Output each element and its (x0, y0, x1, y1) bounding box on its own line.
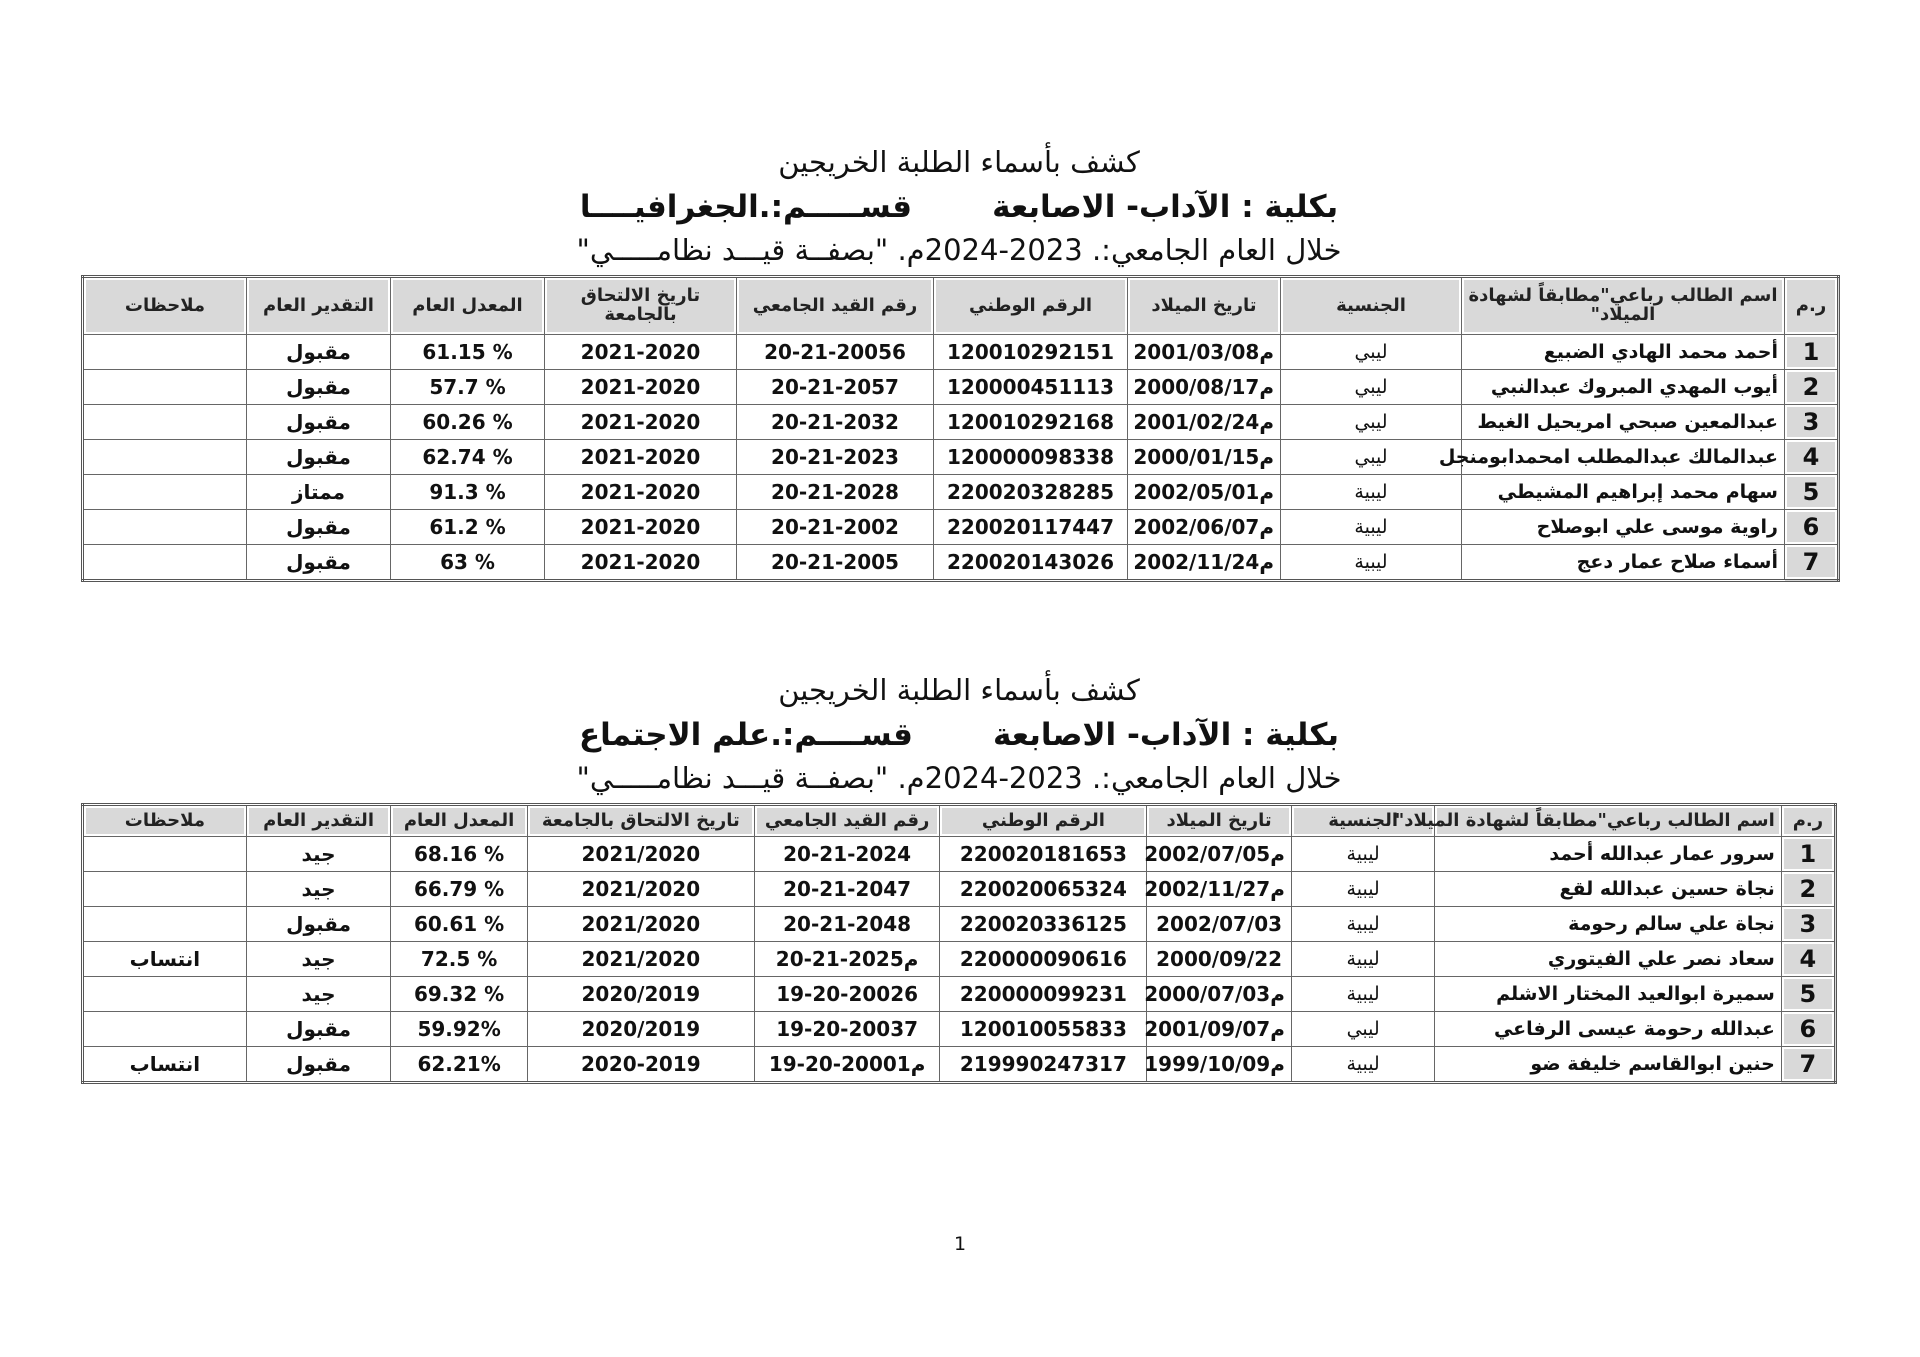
cell-notes (83, 837, 247, 872)
header-student-id: رقم القيد الجامعي (737, 277, 934, 335)
cell-notes (83, 510, 247, 545)
header-student-id: رقم القيد الجامعي (754, 805, 940, 837)
cell-student-id: 20-21-20م25 (754, 942, 940, 977)
cell-student-id: 20-21-2024 (754, 837, 940, 872)
section-title: كشف بأسماء الطلبة الخريجين (778, 145, 1140, 179)
header-national-id: الرقم الوطني (940, 805, 1147, 837)
cell-student-id: 19-20-20026 (754, 977, 940, 1012)
cell-birth-date: 2002/11/24م (1128, 545, 1281, 581)
cell-student-name: أحمد محمد الهادي الضبيع (1462, 335, 1785, 370)
table-row (83, 977, 1836, 1012)
cell-notes (83, 335, 247, 370)
cell-row-number: 7 (1785, 545, 1839, 581)
cell-national-id: 120010292168 (934, 405, 1128, 440)
header-grade: التقدير العام (246, 805, 391, 837)
cell-student-name: نجاة حسين عبدالله لقع (1435, 872, 1781, 907)
cell-row-number: 3 (1785, 405, 1839, 440)
cell-enrollment-date: 2021-2020 (545, 510, 737, 545)
table-header-row (83, 805, 1836, 837)
cell-student-name: عبدالله رحومة عيسى الرفاعي (1435, 1012, 1781, 1047)
faculty-label: بكلية : الآداب- الاصابعة (992, 717, 1339, 753)
cell-student-name: سهام محمد إبراهيم المشيطي (1462, 475, 1785, 510)
table-row (83, 405, 1839, 440)
cell-grade: مقبول (247, 370, 391, 405)
academic-year-line: خلال العام الجامعي:. 2023-2024م. "بصفــة قيـــد نظامـــــي" (576, 761, 1342, 795)
cell-row-number: 1 (1785, 335, 1839, 370)
cell-student-id: 20-21-20056 (737, 335, 934, 370)
header-birth-date: تاريخ الميلاد (1147, 805, 1292, 837)
table-row (83, 907, 1836, 942)
header-row-number: ر.م (1781, 805, 1835, 837)
cell-national-id: 219990247317 (940, 1047, 1147, 1083)
cell-average: 72.5 % (391, 942, 528, 977)
cell-student-id: 20-21-2048 (754, 907, 940, 942)
table-row (83, 942, 1836, 977)
cell-average: 68.16 % (391, 837, 528, 872)
table-row (83, 545, 1839, 581)
cell-student-name: راوية موسى علي ابوصلاح (1462, 510, 1785, 545)
cell-nationality: ليبية (1281, 545, 1462, 581)
cell-nationality: ليبية (1291, 942, 1435, 977)
cell-student-id: 20-21-2028 (737, 475, 934, 510)
cell-enrollment-date: 2021/2020 (527, 907, 754, 942)
header-birth-date: تاريخ الميلاد (1128, 277, 1281, 335)
cell-national-id: 220020117447 (934, 510, 1128, 545)
cell-student-id: 20-21-2005 (737, 545, 934, 581)
cell-notes (83, 1012, 247, 1047)
header-average: المعدل العام (391, 277, 545, 335)
table-row (83, 370, 1839, 405)
cell-grade: مقبول (247, 545, 391, 581)
cell-average: 60.61 % (391, 907, 528, 942)
cell-row-number: 4 (1781, 942, 1835, 977)
cell-nationality: ليبية (1291, 837, 1435, 872)
cell-grade: جيد (246, 977, 391, 1012)
header-nationality: الجنسية (1291, 805, 1435, 837)
faculty-department-line (81, 189, 1837, 225)
cell-student-name: سميرة ابوالعيد المختار الاشلم (1435, 977, 1781, 1012)
cell-nationality: ليبي (1281, 405, 1462, 440)
table-row (83, 510, 1839, 545)
cell-national-id: 220020143026 (934, 545, 1128, 581)
cell-enrollment-date: 2021-2020 (545, 545, 737, 581)
table-row (83, 1047, 1836, 1083)
cell-nationality: ليبية (1291, 977, 1435, 1012)
graduates-table (81, 803, 1837, 1084)
cell-enrollment-date: 2020/2019 (527, 977, 754, 1012)
cell-average: 63 % (391, 545, 545, 581)
cell-average: 66.79 % (391, 872, 528, 907)
cell-notes (83, 440, 247, 475)
cell-average: 61.2 % (391, 510, 545, 545)
table-row (83, 1012, 1836, 1047)
cell-birth-date: 2001/03/08م (1128, 335, 1281, 370)
cell-student-id: 20-21-2023 (737, 440, 934, 475)
cell-national-id: 120000098338 (934, 440, 1128, 475)
section-title: كشف بأسماء الطلبة الخريجين (778, 673, 1140, 707)
header-national-id: الرقم الوطني (934, 277, 1128, 335)
cell-national-id: 120010292151 (934, 335, 1128, 370)
cell-row-number: 6 (1781, 1012, 1835, 1047)
cell-birth-date: 2000/08/17م (1128, 370, 1281, 405)
cell-average: 91.3 % (391, 475, 545, 510)
cell-grade: ممتاز (247, 475, 391, 510)
cell-nationality: ليبي (1281, 335, 1462, 370)
header-enrollment-date: تاريخ الالتحاق بالجامعة (545, 277, 737, 335)
cell-row-number: 1 (1781, 837, 1835, 872)
cell-nationality: ليبية (1281, 475, 1462, 510)
cell-notes (83, 872, 247, 907)
cell-student-name: سعاد نصر علي الفيتوري (1435, 942, 1781, 977)
cell-birth-date: 2002/05/01م (1128, 475, 1281, 510)
header-student-name: اسم الطالب رباعي"مطابقاً لشهادة الميلاد" (1435, 805, 1781, 837)
cell-enrollment-date: 2021-2020 (545, 475, 737, 510)
cell-grade: مقبول (247, 440, 391, 475)
cell-national-id: 220000099231 (940, 977, 1147, 1012)
cell-national-id: 120000451113 (934, 370, 1128, 405)
cell-enrollment-date: 2020-2019 (527, 1047, 754, 1083)
cell-birth-date: 2001/09/07م (1147, 1012, 1292, 1047)
table-row (83, 335, 1839, 370)
cell-grade: مقبول (247, 335, 391, 370)
faculty-label: بكلية : الآداب- الاصابعة (992, 189, 1339, 225)
cell-notes: انتساب (83, 942, 247, 977)
cell-grade: مقبول (246, 907, 391, 942)
cell-student-id: 20-21-2057 (737, 370, 934, 405)
cell-notes (83, 370, 247, 405)
cell-student-id: 19-20-20037 (754, 1012, 940, 1047)
cell-grade: مقبول (246, 1047, 391, 1083)
header-grade: التقدير العام (247, 277, 391, 335)
cell-enrollment-date: 2021-2020 (545, 405, 737, 440)
cell-notes (83, 545, 247, 581)
cell-notes: انتساب (83, 1047, 247, 1083)
cell-notes (83, 977, 247, 1012)
header-notes: ملاحظات (83, 277, 247, 335)
cell-row-number: 5 (1785, 475, 1839, 510)
cell-national-id: 120010055833 (940, 1012, 1147, 1047)
cell-student-id: 20-21-2047 (754, 872, 940, 907)
cell-grade: مقبول (247, 510, 391, 545)
cell-average: 59.92% (391, 1012, 528, 1047)
cell-student-id: 20-21-2002 (737, 510, 934, 545)
table-header-row (83, 277, 1839, 335)
header-average: المعدل العام (391, 805, 528, 837)
faculty-department-line (81, 717, 1837, 753)
cell-nationality: ليبية (1291, 1047, 1435, 1083)
cell-birth-date: 1999/10/09م (1147, 1047, 1292, 1083)
cell-student-id: 19-20-2000م1 (754, 1047, 940, 1083)
cell-row-number: 2 (1781, 872, 1835, 907)
cell-national-id: 220020328285 (934, 475, 1128, 510)
department-label: قســــم:.علم الاجتماع (578, 717, 913, 753)
cell-grade: مقبول (247, 405, 391, 440)
department-label: قســـــم:.الجغرافيــــا (579, 189, 913, 225)
table-row (83, 837, 1836, 872)
table-row (83, 440, 1839, 475)
graduates-table (81, 275, 1840, 582)
page-number: 1 (953, 1233, 967, 1255)
cell-average: 62.21% (391, 1047, 528, 1083)
cell-average: 62.74 % (391, 440, 545, 475)
cell-birth-date: 2002/07/05م (1147, 837, 1292, 872)
cell-average: 60.26 % (391, 405, 545, 440)
cell-nationality: ليبية (1281, 510, 1462, 545)
cell-enrollment-date: 2021-2020 (545, 440, 737, 475)
cell-birth-date: 2001/02/24م (1128, 405, 1281, 440)
cell-enrollment-date: 2021-2020 (545, 335, 737, 370)
cell-average: 69.32 % (391, 977, 528, 1012)
cell-row-number: 7 (1781, 1047, 1835, 1083)
table-row (83, 475, 1839, 510)
cell-birth-date: 2000/01/15م (1128, 440, 1281, 475)
cell-grade: جيد (246, 872, 391, 907)
header-notes: ملاحظات (83, 805, 247, 837)
cell-average: 61.15 % (391, 335, 545, 370)
header-enrollment-date: تاريخ الالتحاق بالجامعة (527, 805, 754, 837)
cell-student-name: حنين ابوالقاسم خليفة ضو (1435, 1047, 1781, 1083)
cell-enrollment-date: 2021-2020 (545, 370, 737, 405)
cell-nationality: ليبية (1291, 907, 1435, 942)
cell-nationality: ليبي (1281, 440, 1462, 475)
cell-row-number: 3 (1781, 907, 1835, 942)
cell-row-number: 6 (1785, 510, 1839, 545)
cell-nationality: ليبية (1291, 872, 1435, 907)
cell-notes (83, 907, 247, 942)
cell-notes (83, 405, 247, 440)
cell-birth-date: 2000/07/03م (1147, 977, 1292, 1012)
cell-student-name: نجاة علي سالم رحومة (1435, 907, 1781, 942)
cell-national-id: 220000090616 (940, 942, 1147, 977)
cell-average: 57.7 % (391, 370, 545, 405)
header-row-number: ر.م (1785, 277, 1839, 335)
cell-nationality: ليبي (1291, 1012, 1435, 1047)
cell-enrollment-date: 2021/2020 (527, 942, 754, 977)
cell-birth-date: 2002/11/27م (1147, 872, 1292, 907)
table-row (83, 872, 1836, 907)
cell-row-number: 4 (1785, 440, 1839, 475)
cell-grade: مقبول (246, 1012, 391, 1047)
header-student-name: اسم الطالب رباعي"مطابقاً لشهادة الميلاد" (1462, 277, 1785, 335)
cell-enrollment-date: 2021/2020 (527, 837, 754, 872)
header-nationality: الجنسية (1281, 277, 1462, 335)
cell-grade: جيد (246, 942, 391, 977)
cell-birth-date: 2000/09/22 (1147, 942, 1292, 977)
academic-year-line: خلال العام الجامعي:. 2023-2024م. "بصفــة قيـــد نظامـــــي" (576, 233, 1342, 267)
cell-nationality: ليبي (1281, 370, 1462, 405)
cell-birth-date: 2002/07/03 (1147, 907, 1292, 942)
cell-grade: جيد (246, 837, 391, 872)
cell-enrollment-date: 2020/2019 (527, 1012, 754, 1047)
cell-enrollment-date: 2021/2020 (527, 872, 754, 907)
cell-student-name: أيوب المهدي المبروك عبدالنبي (1462, 370, 1785, 405)
cell-student-name: سرور عمار عبدالله أحمد (1435, 837, 1781, 872)
cell-student-name: أسماء صلاح عمار دعج (1462, 545, 1785, 581)
cell-student-name: عبدالمعين صبحي امريحيل الغيط (1462, 405, 1785, 440)
cell-student-name: عبدالمالك عبدالمطلب امحمدابومنجل (1462, 440, 1785, 475)
cell-national-id: 220020336125 (940, 907, 1147, 942)
cell-row-number: 5 (1781, 977, 1835, 1012)
cell-national-id: 220020181653 (940, 837, 1147, 872)
cell-row-number: 2 (1785, 370, 1839, 405)
cell-birth-date: 2002/06/07م (1128, 510, 1281, 545)
cell-notes (83, 475, 247, 510)
cell-national-id: 220020065324 (940, 872, 1147, 907)
cell-student-id: 20-21-2032 (737, 405, 934, 440)
